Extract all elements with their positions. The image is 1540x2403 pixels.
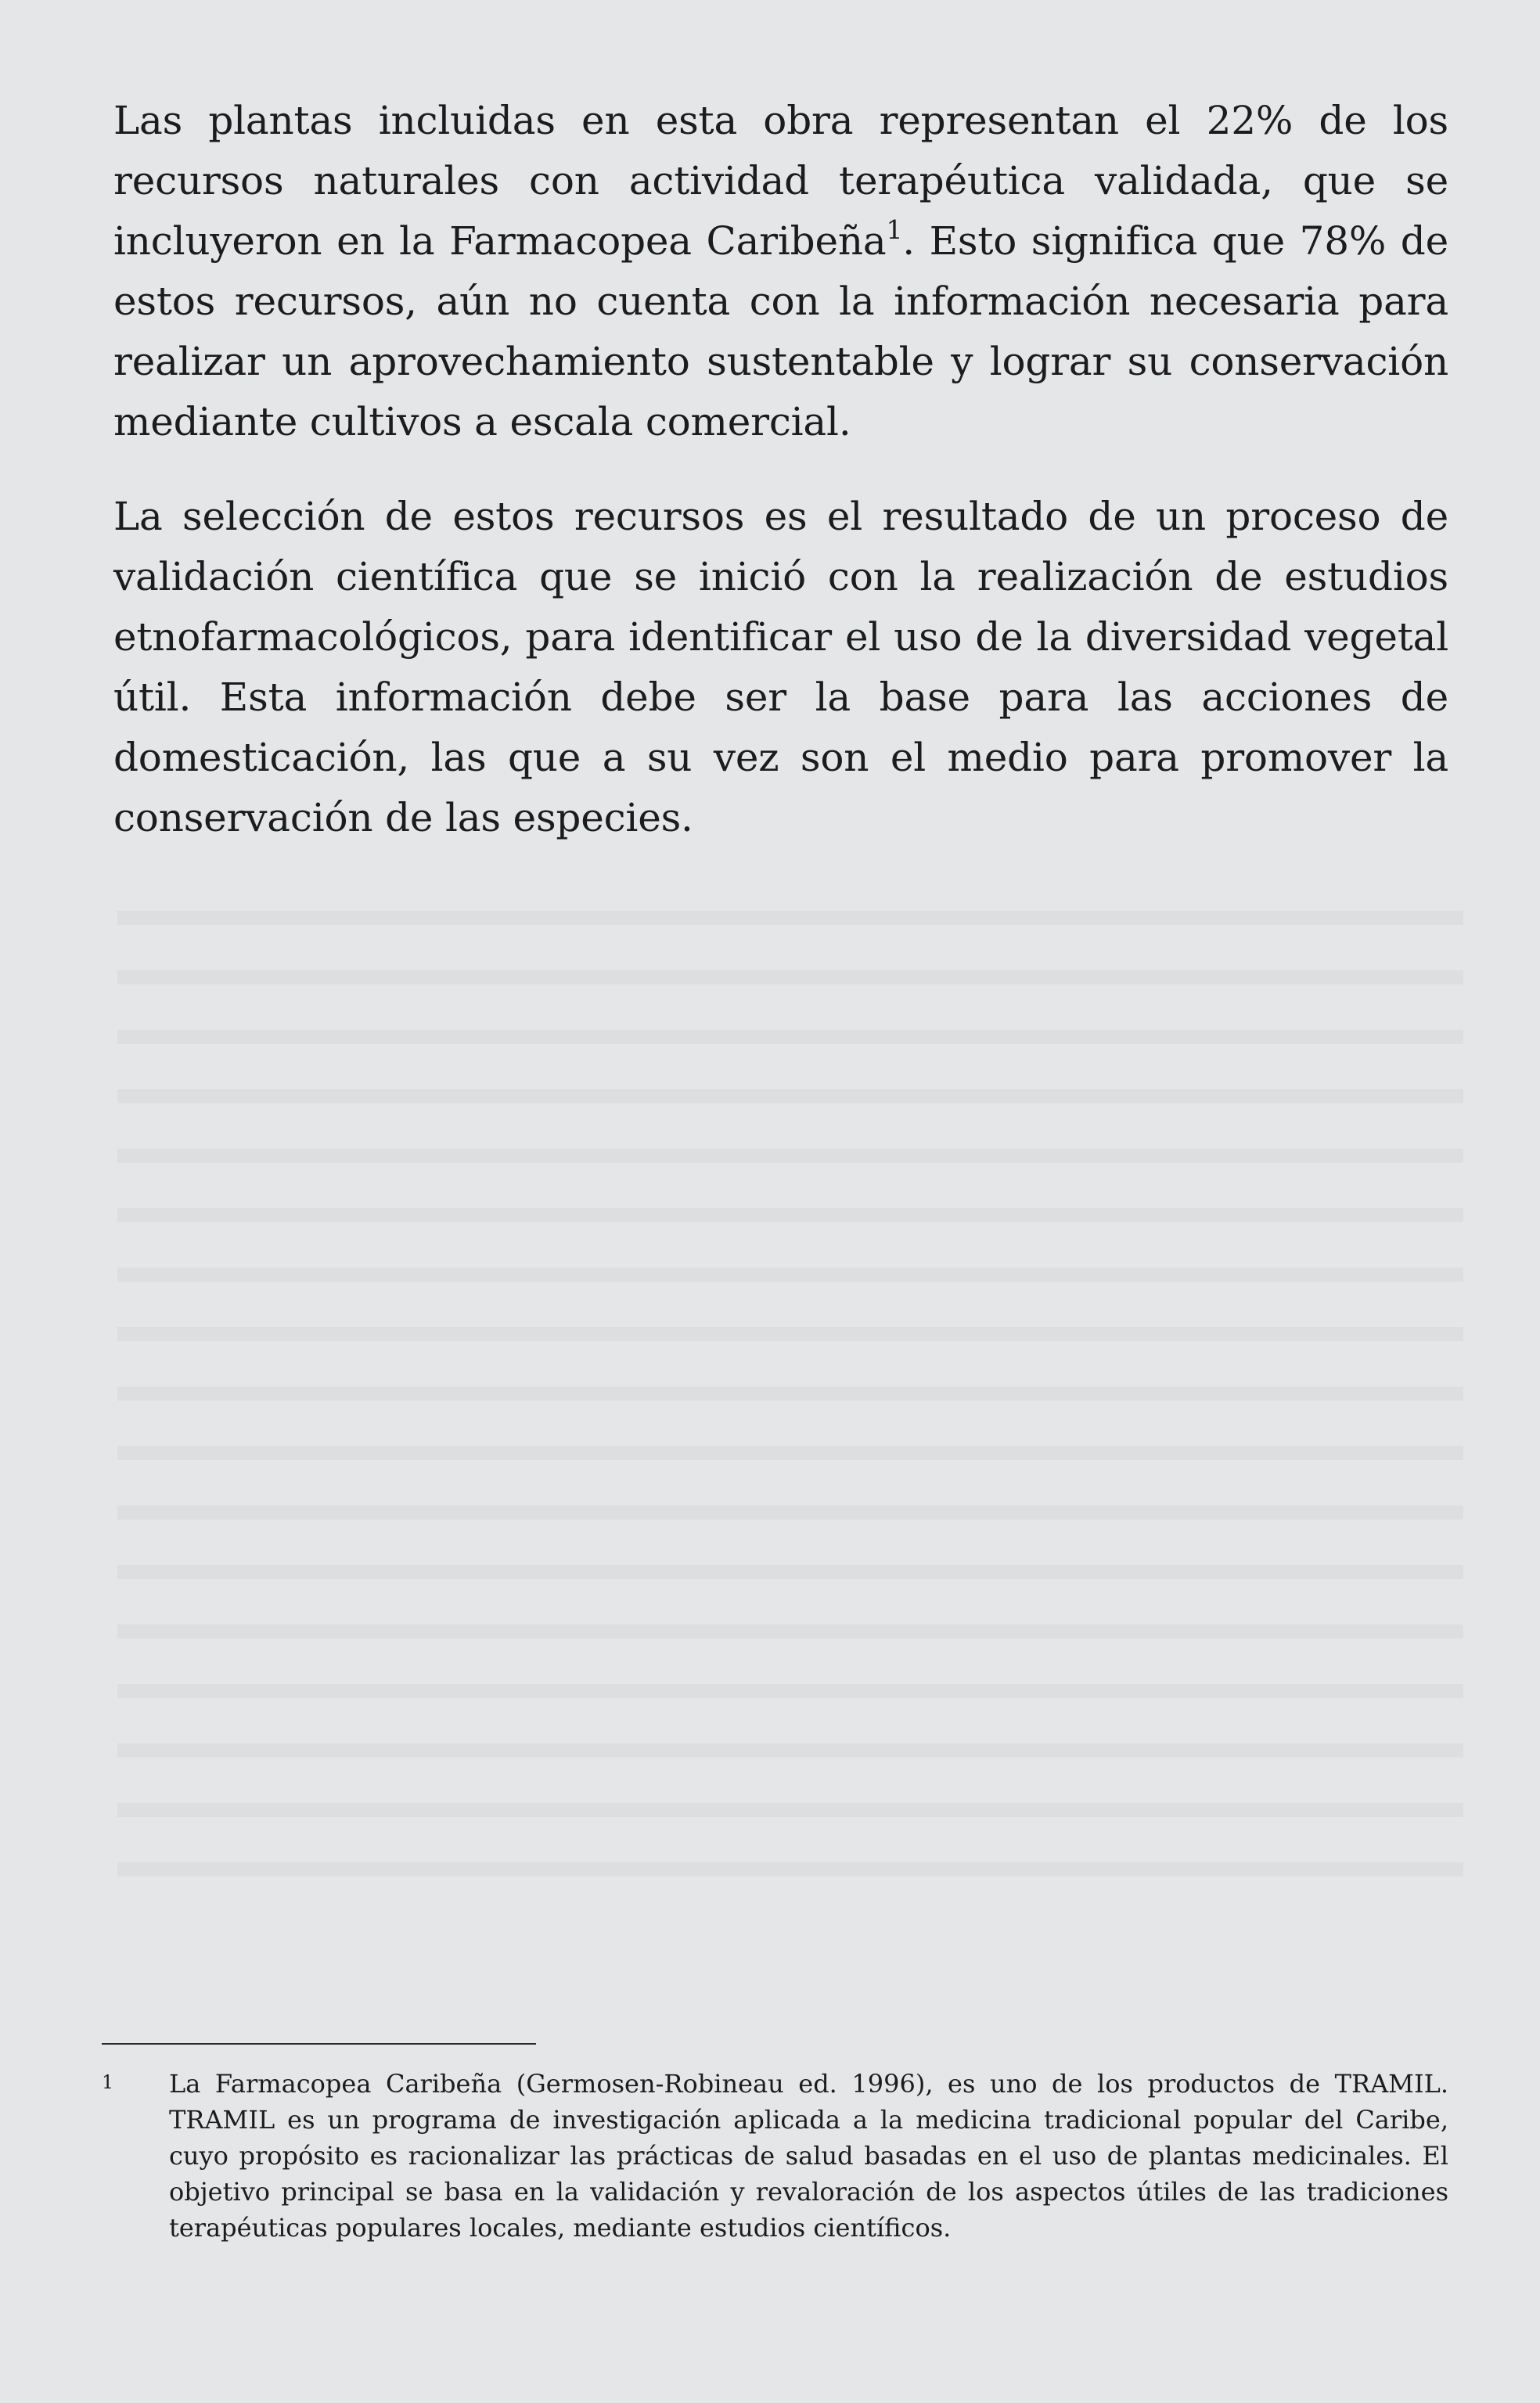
footnote-marker: 1 bbox=[102, 2071, 114, 2093]
paragraph-1 bbox=[113, 91, 1448, 452]
footnote-text: La Farmacopea Caribeña (Germosen-Robineau ed. 1996), es uno de los productos de TRAMIL. TRAMIL es un programa de investigación aplicada a la medicina tradicional popular del Caribe, cuyo propósito es racionalizar las prácticas de salud basadas en el uso de plantas medicinales. El objetivo principal se basa en la validación y revaloración de los aspectos útiles de las tradiciones terapéuticas populares locales, mediante estudios científicos. bbox=[169, 2069, 1448, 2243]
paragraph-2: La selección de estos recursos es el resultado de un proceso de validación científica que se inició con la realización de estudios etnofarmacológicos, para identificar el uso de la diversidad vegetal útil. Esta información debe ser la base para las acciones de domesticación, las que a su vez son el medio para promover la conservación de las especies. bbox=[113, 494, 1448, 840]
footnote bbox=[102, 2066, 1448, 2246]
body-text bbox=[113, 91, 1448, 848]
footnote-reference[interactable]: 1 bbox=[886, 214, 903, 245]
footnote-divider bbox=[102, 2043, 536, 2045]
paragraph-1-text: Las plantas incluidas en esta obra representan el 22% de los recursos naturales con actividad terapéutica validada, que se incluyeron en la Farmacopea Caribeña bbox=[113, 98, 1448, 264]
show-through-texture bbox=[117, 876, 1463, 1894]
paragraph-1-continuation: . Esto significa que 78% de estos recursos, aún no cuenta con la información necesaria para realizar un aprovechamiento sustentable y lograr su conservación mediante cultivos a escala comercial. bbox=[113, 218, 1448, 444]
